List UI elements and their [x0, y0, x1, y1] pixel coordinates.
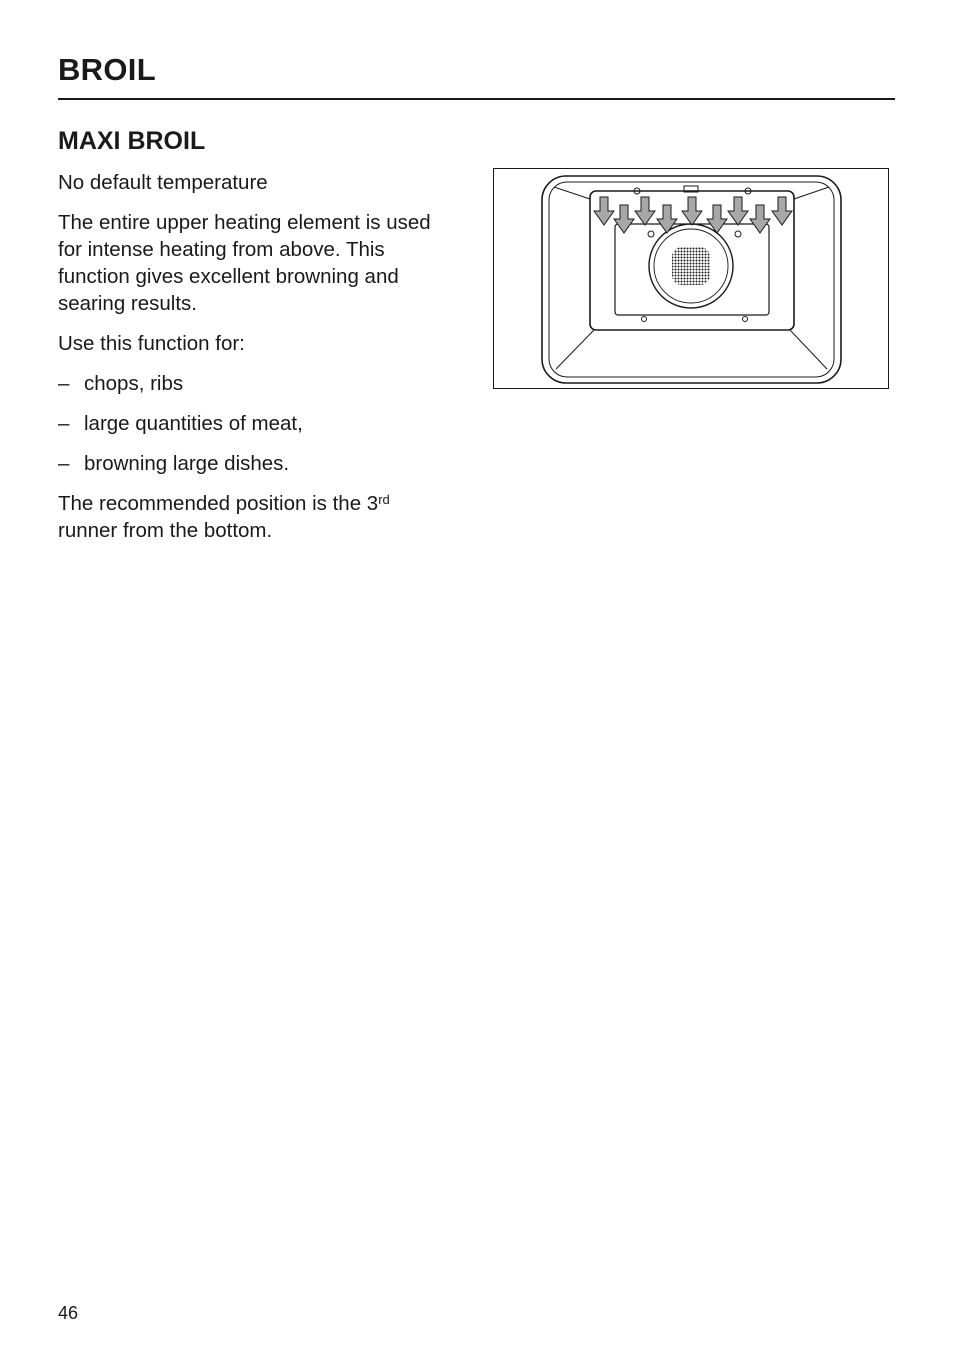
page-number: 46 — [58, 1303, 79, 1323]
list-item-text: large quantities of meat, — [84, 412, 303, 435]
arrow-icon — [682, 197, 702, 225]
oven-illustration-frame — [493, 168, 889, 389]
page-title: BROIL — [58, 52, 156, 87]
list-item — [58, 410, 458, 437]
list-dash: – — [58, 412, 70, 435]
list-item — [58, 370, 458, 397]
arrow-icon — [594, 197, 614, 225]
fan-grille — [672, 247, 710, 285]
recommended-position-text — [58, 490, 458, 544]
section-body — [58, 169, 458, 557]
list-item-text: browning large dishes. — [84, 452, 290, 475]
arrow-icon — [657, 205, 677, 233]
title-divider — [58, 98, 895, 100]
heat-arrows — [594, 197, 792, 233]
description-text: The entire upper heating element is used for intense heating from above. This function gives excellent browning and searing results. — [58, 211, 431, 315]
use-intro-text: Use this function for: — [58, 332, 245, 355]
position-text-before: The recommended position is the 3 — [58, 492, 379, 515]
position-text-after: runner from the bottom. — [58, 519, 273, 542]
arrow-icon — [772, 197, 792, 225]
oven-broil-icon — [494, 169, 887, 387]
section-heading: MAXI BROIL — [58, 127, 206, 155]
arrow-icon — [728, 197, 748, 225]
list-item — [58, 450, 458, 477]
list-dash: – — [58, 452, 70, 475]
position-superscript: rd — [378, 492, 390, 507]
arrow-icon — [635, 197, 655, 225]
default-temperature-text: No default temperature — [58, 171, 268, 194]
arrow-icon — [614, 205, 634, 233]
list-dash: – — [58, 372, 70, 395]
arrow-icon — [750, 205, 770, 233]
uses-list — [58, 370, 458, 477]
list-item-text: chops, ribs — [84, 372, 184, 395]
